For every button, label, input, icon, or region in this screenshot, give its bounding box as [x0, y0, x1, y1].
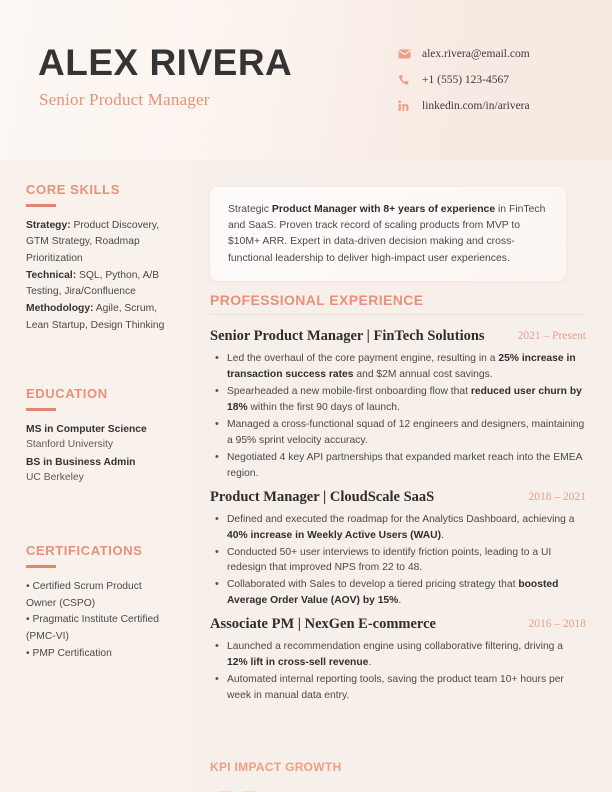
list-item — [227, 384, 586, 416]
skill-line — [26, 268, 166, 301]
job-header — [210, 489, 586, 509]
certifications-heading: CERTIFICATIONS — [26, 543, 143, 559]
envelope-icon — [398, 46, 418, 62]
bullet-text-a: Conducted 50+ user interviews to identify friction points, leading to a UI redesign that improved NPS from 22 to 48. — [227, 546, 552, 574]
job-entry — [210, 328, 586, 482]
job-subtitle: Senior Product Manager — [39, 90, 210, 109]
skill-value: SQL, Python, A/B Testing, Jira/Confluence — [26, 269, 160, 298]
phone-icon — [398, 72, 418, 88]
education-degree: MS in Computer Science — [26, 423, 147, 435]
skill-label: Strategy: — [26, 219, 71, 231]
list-item: • Pragmatic Institute Certified (PMC-VI) — [26, 614, 159, 642]
main-column — [192, 160, 612, 792]
bullet-text-bold: 40% increase in Weekly Active Users (WAU) — [227, 529, 442, 541]
skill-label: Methodology: — [26, 302, 94, 314]
skill-value: Product Discovery, GTM Strategy, Roadmap Prioritization — [26, 219, 160, 264]
contact-email-text: alex.rivera@email.com — [422, 48, 530, 60]
sidebar — [0, 160, 192, 792]
heading-rule — [26, 204, 56, 207]
education-degree: BS in Business Admin — [26, 456, 136, 468]
bullet-text-a: Launched a recommendation engine using collaborative filtering, driving a — [227, 641, 564, 653]
summary-card — [210, 187, 566, 281]
core-skills-body — [26, 218, 166, 335]
education-school: UC Berkeley — [26, 472, 84, 484]
list-item — [227, 450, 586, 482]
bullet-text-a: Negotiated 4 key API partnerships that expanded market reach into the EMEA region. — [227, 451, 582, 479]
core-skills-heading: CORE SKILLS — [26, 182, 120, 197]
sidebar-section-core-skills — [0, 160, 192, 334]
summary-bold: Product Manager with 8+ years of experience — [271, 204, 496, 215]
bullet-text-bold: 12% lift in cross-sell revenue — [227, 657, 369, 669]
job-bullets — [210, 512, 586, 610]
bullet-text-c: within the first 90 days of launch. — [247, 401, 400, 413]
list-item — [227, 545, 586, 577]
summary-post: in FinTech and SaaS. Proven track record of scaling products from MVP to $10M+ ARR. Expert in data-driven decision making and cross-functional leadership to deliver high-impact user experiences. — [228, 204, 546, 264]
job-entry — [210, 489, 586, 610]
job-entry — [210, 616, 586, 704]
skill-line — [26, 301, 166, 334]
job-title: Senior Product Manager | FinTech Solutions — [210, 328, 485, 344]
job-date: 2021 – Present — [517, 330, 586, 342]
list-item — [227, 577, 586, 609]
job-bullets — [210, 351, 586, 482]
certifications-list — [26, 579, 166, 662]
job-date: 2018 – 2021 — [528, 490, 586, 503]
bullet-text-c: . — [441, 529, 444, 541]
sidebar-section-education — [0, 334, 192, 485]
bullet-text-bold: 25% increase in transaction success rates — [227, 353, 576, 380]
bullet-text-a: Collaborated with Sales to develop a tiered pricing strategy that — [227, 579, 519, 591]
education-school: Stanford University — [26, 439, 113, 451]
list-item: • PMP Certification — [26, 647, 112, 659]
contact-item-email[interactable] — [398, 42, 598, 66]
job-title: Product Manager | CloudScale SaaS — [210, 488, 435, 505]
heading-rule — [26, 565, 56, 568]
education-list — [26, 422, 166, 486]
kpi-section-heading: KPI IMPACT GROWTH — [210, 760, 342, 774]
list-item — [227, 672, 586, 704]
bullet-text-a: Defined and executed the roadmap for the Analytics Dashboard, achieving a — [227, 513, 575, 525]
experience-list — [210, 328, 586, 711]
header-banner — [0, 0, 612, 160]
sidebar-section-certifications — [0, 487, 192, 662]
contact-linkedin-text: linkedin.com/in/arivera — [422, 100, 530, 112]
bullet-text-a: Automated internal reporting tools, saving the product team 10+ hours per week in manual data entry. — [227, 674, 564, 702]
section-divider — [210, 314, 586, 315]
bullet-text-c: . — [398, 595, 402, 607]
page-title: ALEX RIVERA — [38, 42, 293, 83]
list-item — [227, 351, 586, 383]
contact-list — [398, 42, 598, 120]
contact-item-phone[interactable] — [398, 68, 598, 92]
kpi-bar-chart — [210, 780, 586, 792]
summary-text — [228, 202, 548, 267]
list-item: • Certified Scrum Product Owner (CSPO) — [26, 580, 142, 609]
bullet-text-bold: boosted Average Order Value (AOV) by 15% — [227, 579, 559, 607]
list-item — [227, 417, 586, 449]
bullet-text-a: Managed a cross-functional squad of 12 engineers and designers, maintaining a 95% sprint velocity accuracy. — [227, 418, 585, 446]
job-header — [210, 616, 586, 636]
bullet-text-bold: reduced user churn by 18% — [227, 385, 582, 413]
linkedin-icon — [398, 98, 418, 114]
bullet-text-c: . — [368, 657, 372, 669]
job-bullets — [210, 639, 586, 704]
skill-value: Agile, Scrum, Lean Startup, Design Thinking — [26, 302, 165, 331]
skill-line — [26, 218, 166, 268]
job-header — [210, 328, 586, 348]
bullet-text-a: Spearheaded a new mobile-first onboarding flow that — [227, 385, 471, 397]
experience-heading: PROFESSIONAL EXPERIENCE — [210, 292, 424, 308]
heading-rule — [26, 408, 56, 411]
job-date: 2016 – 2018 — [528, 618, 586, 631]
list-item — [227, 639, 586, 671]
skill-label: Technical: — [26, 269, 77, 281]
job-title: Associate PM | NexGen E-commerce — [210, 616, 436, 633]
list-item — [227, 512, 586, 544]
summary-pre: Strategic — [228, 204, 272, 215]
contact-phone-text: +1 (555) 123-4567 — [422, 74, 509, 86]
bullet-text-c: and $2M annual cost savings. — [353, 368, 493, 380]
bullet-text-a: Led the overhaul of the core payment engine, resulting in a — [227, 353, 499, 364]
education-heading: EDUCATION — [26, 386, 108, 402]
contact-item-linkedin[interactable] — [398, 94, 598, 118]
